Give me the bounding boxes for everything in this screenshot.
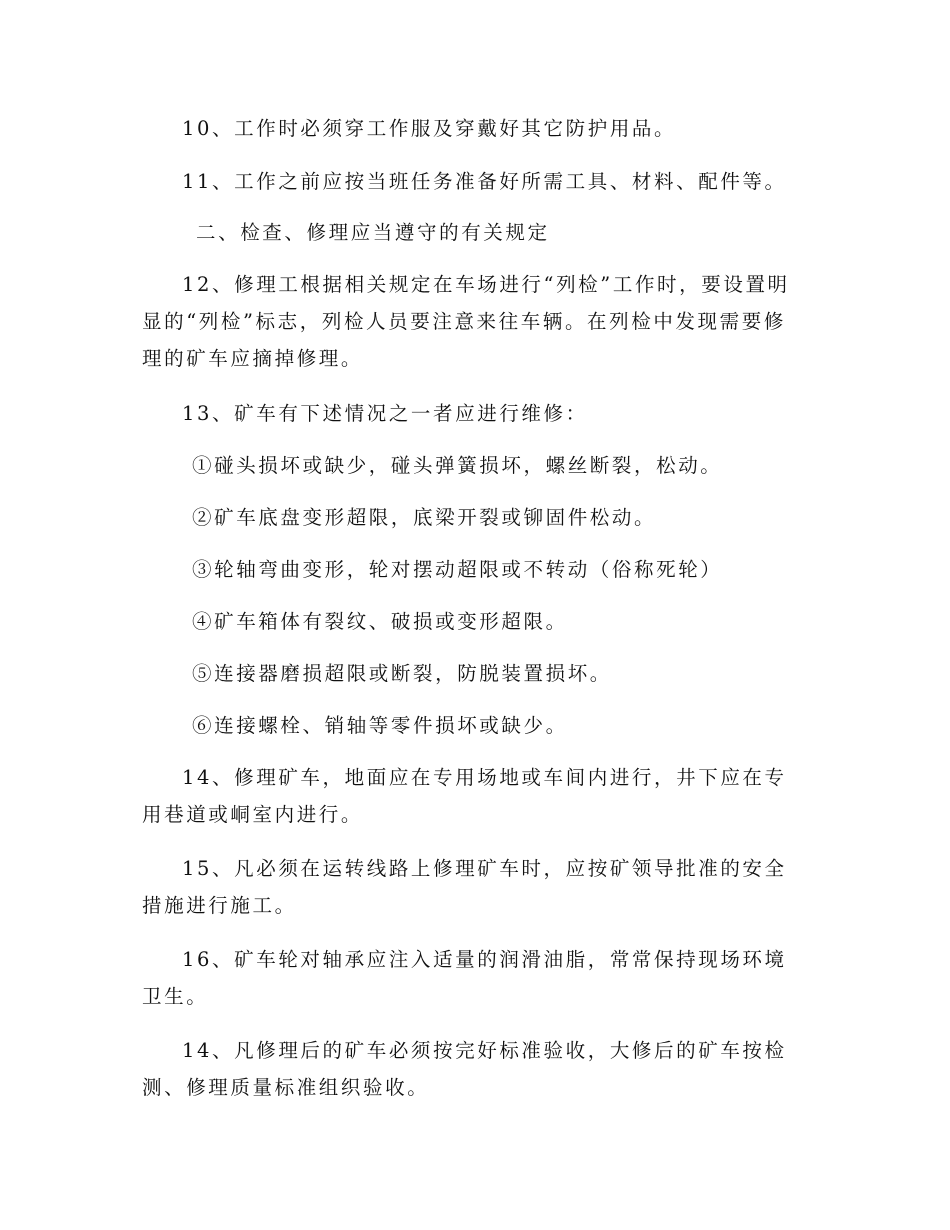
list-item-6: ⑥连接螺栓、销轴等零件损坏或缺少。 [192, 714, 568, 737]
list-item-5: ⑤连接器磨损超限或断裂，防脱装置损坏。 [192, 662, 612, 685]
paragraph-item-14: 14、修理矿车，地面应在专用场地或车间内进行，井下应在专用巷道或峒室内进行。 [142, 766, 787, 826]
paragraph-item-12: 12、修理工根据相关规定在车场进行“列检”工作时，要设置明显的“列检”标志，列检人员要注意来往车辆。在列检中发现需要修理的矿车应摘掉修理。 [142, 273, 790, 370]
paragraph-item-15: 15、凡必须在运转线路上修理矿车时，应按矿领导批准的安全措施进行施工。 [142, 857, 787, 917]
list-item-1: ①碰头损坏或缺少，碰头弹簧损坏，螺丝断裂，松动。 [192, 454, 723, 477]
paragraph-item-14-repeat: 14、凡修理后的矿车必须按完好标准验收，大修后的矿车按检测、修理质量标准组织验收。 [142, 1039, 787, 1099]
paragraph-item-16: 16、矿车轮对轴承应注入适量的润滑油脂，常常保持现场环境卫生。 [142, 948, 787, 1008]
paragraph-item-10: 10、工作时必须穿工作服及穿戴好其它防护用品。 [182, 117, 677, 140]
list-item-3: ③轮轴弯曲变形，轮对摆动超限或不转动（俗称死轮） [192, 558, 723, 581]
section-heading: 二、检查、修理应当遵守的有关规定 [196, 221, 550, 244]
list-item-2: ②矿车底盘变形超限，底梁开裂或铆固件松动。 [192, 506, 657, 529]
list-item-4: ④矿车箱体有裂纹、破损或变形超限。 [192, 610, 568, 633]
paragraph-item-11: 11、工作之前应按当班任务准备好所需工具、材料、配件等。 [182, 170, 787, 193]
paragraph-item-13: 13、矿车有下述情况之一者应进行维修： [182, 402, 588, 425]
